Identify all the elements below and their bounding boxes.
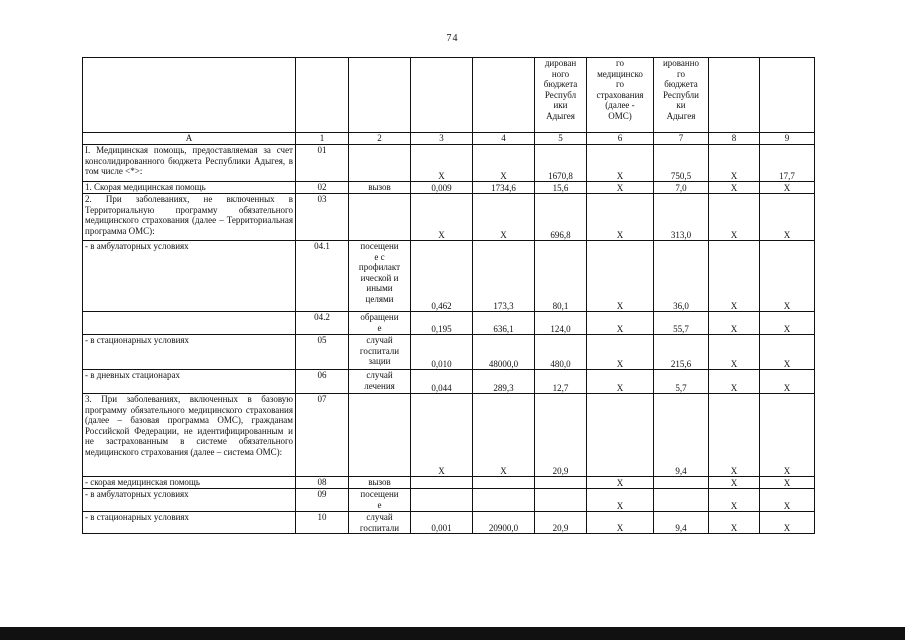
row-code-cell: 02 bbox=[296, 182, 349, 194]
row-value-col8: X bbox=[709, 241, 760, 312]
table-row bbox=[83, 312, 815, 335]
row-value-col7: 7,0 bbox=[654, 182, 709, 194]
row-name-cell: - в стационарных условиях bbox=[83, 512, 296, 534]
page-number: 74 bbox=[446, 33, 459, 44]
row-value-col5 bbox=[535, 489, 587, 512]
table-row bbox=[83, 477, 815, 489]
row-value-col9: X bbox=[760, 489, 815, 512]
row-value-col7: 9,4 bbox=[654, 512, 709, 534]
row-value-col3: 0,044 bbox=[411, 370, 473, 394]
column-number-5: 5 bbox=[535, 133, 587, 145]
row-value-col8: X bbox=[709, 145, 760, 182]
column-number-7: 7 bbox=[654, 133, 709, 145]
header-col6-text: го медицинско го страхования (далее - ОМС) bbox=[596, 58, 644, 121]
row-name-cell: - в амбулаторных условиях bbox=[83, 241, 296, 312]
row-unit-cell: случай госпитали зации bbox=[349, 335, 411, 370]
row-value-col5: 1670,8 bbox=[535, 145, 587, 182]
row-value-col3: X bbox=[411, 145, 473, 182]
row-name-cell: - в амбулаторных условиях bbox=[83, 489, 296, 512]
row-value-col5 bbox=[535, 477, 587, 489]
row-value-col8: X bbox=[709, 489, 760, 512]
row-value-col6: X bbox=[587, 477, 654, 489]
header-cell-a bbox=[83, 58, 296, 133]
row-unit-cell bbox=[349, 145, 411, 182]
row-name-cell: - в стационарных условиях bbox=[83, 335, 296, 370]
row-value-col6: X bbox=[587, 194, 654, 241]
row-value-col7: 215,6 bbox=[654, 335, 709, 370]
row-unit-cell: посещени е с профилакт ической и иными целями bbox=[349, 241, 411, 312]
row-value-col7: 9,4 bbox=[654, 394, 709, 477]
row-name-cell: 3. При заболеваниях, включенных в базовую программу обязательного медицинского страхования (далее – базовая программа ОМС), гражданам Российской Федерации, не идентифицированным и не застрахованным в системе обязательного медицинского страхования (далее – система ОМС): bbox=[83, 394, 296, 477]
row-value-col4: 289,3 bbox=[473, 370, 535, 394]
row-value-col3: 0,010 bbox=[411, 335, 473, 370]
row-value-col8: X bbox=[709, 335, 760, 370]
row-unit-cell: случай лечения bbox=[349, 370, 411, 394]
row-value-col3: X bbox=[411, 394, 473, 477]
table-row bbox=[83, 370, 815, 394]
row-value-col9: X bbox=[760, 477, 815, 489]
row-value-col6: X bbox=[587, 145, 654, 182]
header-cell-3 bbox=[411, 58, 473, 133]
row-code-cell: 04.1 bbox=[296, 241, 349, 312]
row-value-col8: X bbox=[709, 194, 760, 241]
row-value-col7: 313,0 bbox=[654, 194, 709, 241]
row-value-col4: 20900,0 bbox=[473, 512, 535, 534]
row-name-cell bbox=[83, 312, 296, 335]
row-code-cell: 08 bbox=[296, 477, 349, 489]
header-cell-7 bbox=[654, 58, 709, 133]
row-value-col6: X bbox=[587, 335, 654, 370]
table-row bbox=[83, 489, 815, 512]
column-number-6: 6 bbox=[587, 133, 654, 145]
row-value-col9: X bbox=[760, 194, 815, 241]
row-code-cell: 09 bbox=[296, 489, 349, 512]
row-value-col3 bbox=[411, 489, 473, 512]
header-cell-1 bbox=[296, 58, 349, 133]
row-value-col6: X bbox=[587, 182, 654, 194]
row-value-col9: 17,7 bbox=[760, 145, 815, 182]
row-value-col9: X bbox=[760, 335, 815, 370]
row-value-col9: X bbox=[760, 370, 815, 394]
row-value-col7: 750,5 bbox=[654, 145, 709, 182]
row-name-cell: - в дневных стационарах bbox=[83, 370, 296, 394]
row-unit-cell bbox=[349, 394, 411, 477]
row-value-col4: 1734,6 bbox=[473, 182, 535, 194]
header-col5-text: дирован ного бюджета Республ ики Адыгея bbox=[543, 58, 578, 121]
header-row bbox=[83, 58, 815, 133]
row-value-col5: 20,9 bbox=[535, 512, 587, 534]
row-value-col4: X bbox=[473, 394, 535, 477]
row-unit-cell: случай госпитали bbox=[349, 512, 411, 534]
table-row bbox=[83, 394, 815, 477]
row-value-col8: X bbox=[709, 477, 760, 489]
table-row bbox=[83, 335, 815, 370]
row-value-col8: X bbox=[709, 182, 760, 194]
row-code-cell: 06 bbox=[296, 370, 349, 394]
column-number-1: 1 bbox=[296, 133, 349, 145]
row-value-col5: 15,6 bbox=[535, 182, 587, 194]
row-value-col5: 12,7 bbox=[535, 370, 587, 394]
row-unit-cell: обращени е bbox=[349, 312, 411, 335]
column-number-9: 9 bbox=[760, 133, 815, 145]
row-name-cell: 2. При заболеваниях, не включенных в Территориальную программу обязательного медицинского страхования (далее – Территориальная программа ОМС): bbox=[83, 194, 296, 241]
column-number-0: А bbox=[83, 133, 296, 145]
row-value-col4 bbox=[473, 477, 535, 489]
row-name-cell: 1. Скорая медицинская помощь bbox=[83, 182, 296, 194]
row-value-col3: 0,462 bbox=[411, 241, 473, 312]
row-code-cell: 01 bbox=[296, 145, 349, 182]
row-name-cell: I. Медицинская помощь, предоставляемая за счет консолидированного бюджета Республики Адыгея, в том числе <*>: bbox=[83, 145, 296, 182]
table-body bbox=[83, 145, 815, 534]
budget-table bbox=[82, 57, 815, 534]
row-value-col7 bbox=[654, 489, 709, 512]
row-value-col3: 0,009 bbox=[411, 182, 473, 194]
row-value-col4: 48000,0 bbox=[473, 335, 535, 370]
header-cell-8 bbox=[709, 58, 760, 133]
row-value-col5: 124,0 bbox=[535, 312, 587, 335]
row-value-col4 bbox=[473, 489, 535, 512]
header-cell-5 bbox=[535, 58, 587, 133]
row-value-col9: X bbox=[760, 241, 815, 312]
row-value-col6: X bbox=[587, 241, 654, 312]
header-cell-2 bbox=[349, 58, 411, 133]
table-row bbox=[83, 241, 815, 312]
row-value-col6: X bbox=[587, 370, 654, 394]
row-value-col5: 480,0 bbox=[535, 335, 587, 370]
scan-bottom-edge bbox=[0, 627, 905, 640]
row-value-col7: 36,0 bbox=[654, 241, 709, 312]
row-value-col4: X bbox=[473, 145, 535, 182]
row-value-col9: X bbox=[760, 394, 815, 477]
row-value-col4: X bbox=[473, 194, 535, 241]
header-cell-9 bbox=[760, 58, 815, 133]
row-value-col4: 636,1 bbox=[473, 312, 535, 335]
row-value-col8: X bbox=[709, 512, 760, 534]
row-value-col3: 0,001 bbox=[411, 512, 473, 534]
row-code-cell: 04.2 bbox=[296, 312, 349, 335]
header-cell-6 bbox=[587, 58, 654, 133]
row-code-cell: 05 bbox=[296, 335, 349, 370]
row-value-col9: X bbox=[760, 182, 815, 194]
row-value-col8: X bbox=[709, 394, 760, 477]
row-value-col6: X bbox=[587, 489, 654, 512]
row-value-col3 bbox=[411, 477, 473, 489]
table-row bbox=[83, 182, 815, 194]
table-row bbox=[83, 145, 815, 182]
row-value-col7: 55,7 bbox=[654, 312, 709, 335]
row-value-col9: X bbox=[760, 312, 815, 335]
row-value-col5: 696,8 bbox=[535, 194, 587, 241]
row-value-col7 bbox=[654, 477, 709, 489]
row-value-col8: X bbox=[709, 370, 760, 394]
table-row bbox=[83, 194, 815, 241]
row-unit-cell: вызов bbox=[349, 477, 411, 489]
row-unit-cell: посещени е bbox=[349, 489, 411, 512]
column-number-3: 3 bbox=[411, 133, 473, 145]
header-col7-text: ированно го бюджета Республи ки Адыгея bbox=[662, 58, 700, 121]
column-number-8: 8 bbox=[709, 133, 760, 145]
row-value-col4: 173,3 bbox=[473, 241, 535, 312]
column-number-row bbox=[83, 133, 815, 145]
column-number-4: 4 bbox=[473, 133, 535, 145]
row-value-col7: 5,7 bbox=[654, 370, 709, 394]
row-code-cell: 10 bbox=[296, 512, 349, 534]
row-value-col6 bbox=[587, 394, 654, 477]
row-value-col8: X bbox=[709, 312, 760, 335]
row-value-col3: X bbox=[411, 194, 473, 241]
row-unit-cell bbox=[349, 194, 411, 241]
row-unit-cell: вызов bbox=[349, 182, 411, 194]
row-value-col3: 0,195 bbox=[411, 312, 473, 335]
row-value-col5: 20,9 bbox=[535, 394, 587, 477]
row-value-col6: X bbox=[587, 512, 654, 534]
row-code-cell: 07 bbox=[296, 394, 349, 477]
row-value-col9: X bbox=[760, 512, 815, 534]
column-number-2: 2 bbox=[349, 133, 411, 145]
row-name-cell: - скорая медицинская помощь bbox=[83, 477, 296, 489]
row-value-col5: 80,1 bbox=[535, 241, 587, 312]
table-row bbox=[83, 512, 815, 534]
row-code-cell: 03 bbox=[296, 194, 349, 241]
row-value-col6: X bbox=[587, 312, 654, 335]
header-cell-4 bbox=[473, 58, 535, 133]
